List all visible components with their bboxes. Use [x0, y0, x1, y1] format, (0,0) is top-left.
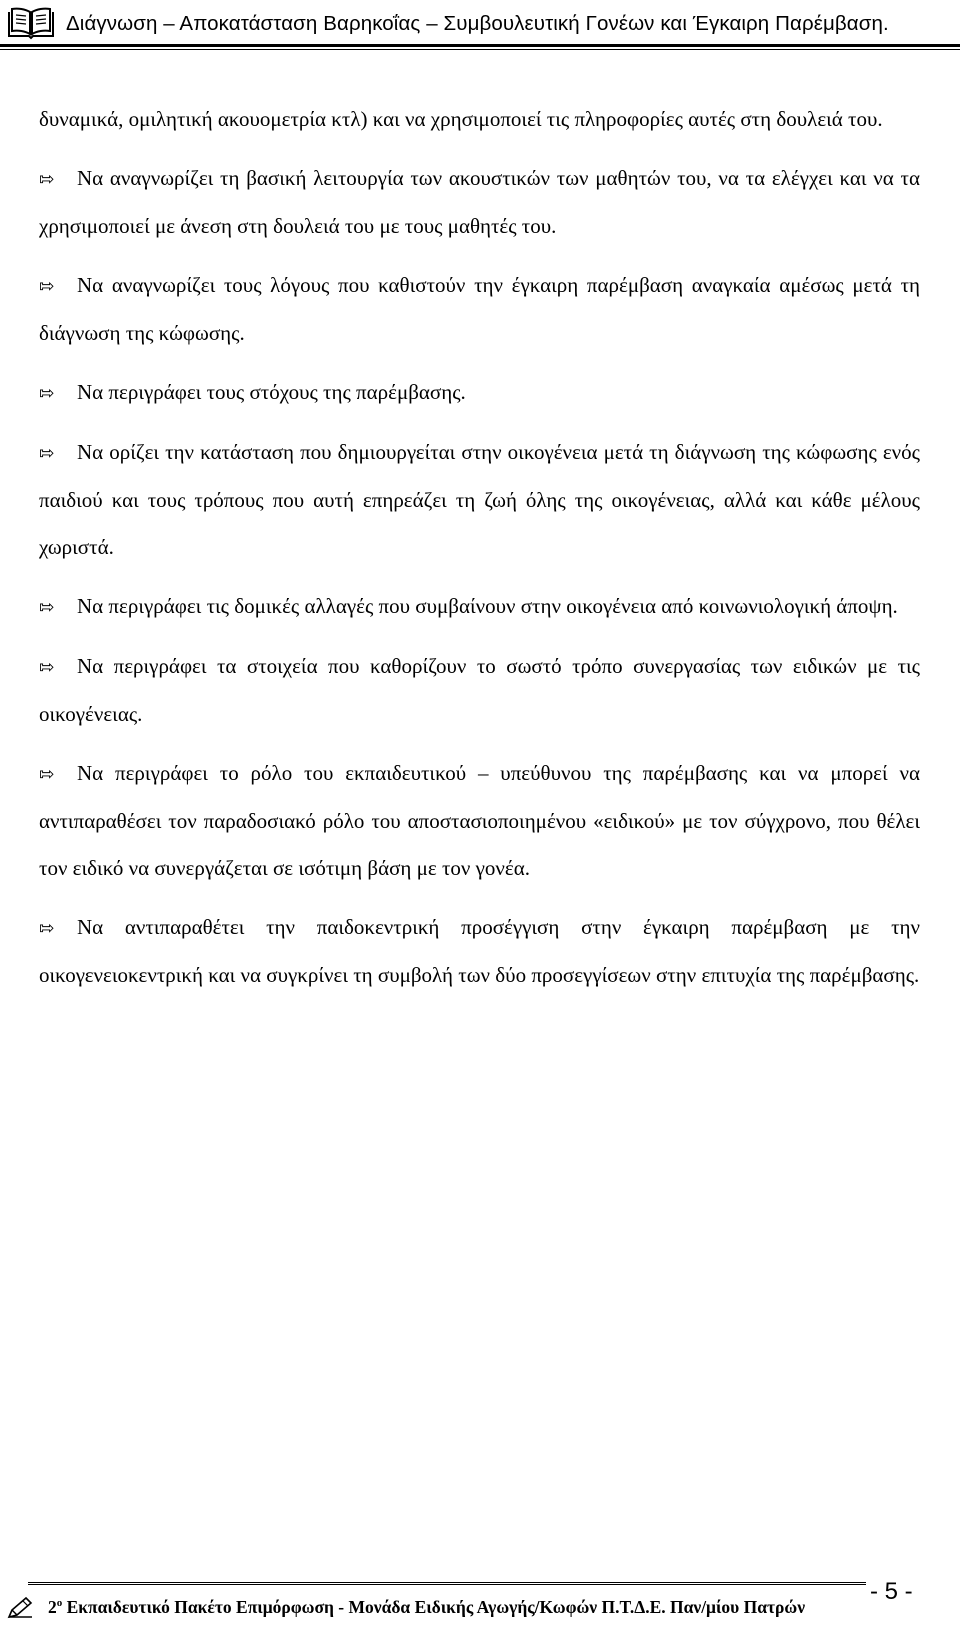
- footer-text: [48, 1597, 805, 1618]
- bullet-paragraph: [39, 583, 920, 631]
- paragraph-text: Να αναγνωρίζει τους λόγους που καθιστούν την έγκαιρη παρέμβαση αναγκαία αμέσως μετά τη διάγνωση της κώφωσης.: [39, 273, 920, 345]
- bullet-paragraph: [39, 429, 920, 571]
- footer-label: Εκπαιδευτικό Πακέτο Επιμόρφωση - Μονάδα Ειδικής Αγωγής/Κωφών Π.Τ.Δ.Ε. Παν/μίου Πατρών: [62, 1597, 806, 1617]
- header-rule-thin: [0, 49, 960, 50]
- paragraph-text: Να περιγράφει το ρόλο του εκπαιδευτικού – υπεύθυνου της παρέμβασης και να μπορεί να αντιπαραθέσει τον παραδοσιακό ρόλο του αποστασιοποιημένου «ειδικού» με τον σύγχρονο, που θέλει τον ειδικό να συνεργάζεται σε ισότιμη βάση με τον γονέα.: [39, 761, 920, 880]
- footer-superscript: ο: [56, 1597, 63, 1610]
- arrow-bullet-icon: ⇰: [39, 383, 55, 404]
- header-title: Διάγνωση – Αποκατάσταση Βαρηκοΐας – Συμβουλευτική Γονέων και Έγκαιρη Παρέμβαση.: [66, 12, 889, 35]
- paragraph-text: Να περιγράφει τις δομικές αλλαγές που συμβαίνουν στην οικογένεια από κοινωνιολογική άποψη.: [77, 594, 898, 618]
- bullet-paragraph: [39, 369, 920, 417]
- footer-number: 2: [48, 1597, 57, 1617]
- paragraph-text: Να αντιπαραθέτει την παιδοκεντρική προσέγγιση στην έγκαιρη παρέμβαση με την οικογενειοκεντρική και να συγκρίνει τη συμβολή των δύο προσεγγίσεων στην επιτυχία της παρέμβασης.: [39, 915, 920, 987]
- arrow-bullet-icon: ⇰: [39, 918, 55, 939]
- arrow-bullet-icon: ⇰: [39, 597, 55, 618]
- arrow-bullet-icon: ⇰: [39, 169, 55, 190]
- paragraph: [39, 96, 920, 143]
- footer-rule-thin: [28, 1584, 866, 1585]
- paragraph-text: Να ορίζει την κατάσταση που δημιουργείται στην οικογένεια μετά τη διάγνωση της κώφωσης ενός παιδιού και τους τρόπους που αυτή επηρεάζει τη ζωή όλης της οικογένειας, αλλά και κάθε μέλους χωριστά.: [39, 440, 920, 559]
- open-book-icon: [6, 6, 56, 40]
- arrow-bullet-icon: ⇰: [39, 276, 55, 297]
- bullet-paragraph: [39, 904, 920, 999]
- arrow-bullet-icon: ⇰: [39, 764, 55, 785]
- paragraph-text: Να αναγνωρίζει τη βασική λειτουργία των ακουστικών των μαθητών του, να τα ελέγχει και να τα χρησιμοποιεί με άνεση στη δουλειά του με τους μαθητές του.: [39, 166, 920, 238]
- footer-rule: [28, 1582, 866, 1583]
- paragraph-text: Να περιγράφει τα στοιχεία που καθορίζουν το σωστό τρόπο συνεργασίας των ειδικών με τις οικογένειας.: [39, 654, 920, 726]
- bullet-paragraph: [39, 155, 920, 250]
- pencil-icon: [6, 1596, 34, 1620]
- bullet-paragraph: [39, 643, 920, 738]
- bullet-paragraph: [39, 750, 920, 892]
- paragraph-text: δυναμικά, ομιλητική ακουομετρία κτλ) και να χρησιμοποιεί τις πληροφορίες αυτές στη δουλειά του.: [39, 107, 883, 131]
- paragraph-text: Να περιγράφει τους στόχους της παρέμβασης.: [77, 380, 466, 404]
- page-header: [0, 0, 960, 50]
- arrow-bullet-icon: ⇰: [39, 443, 55, 464]
- body-text: [39, 96, 920, 999]
- header-rule: [0, 44, 960, 47]
- arrow-bullet-icon: ⇰: [39, 657, 55, 678]
- page-number: - 5 -: [870, 1578, 913, 1605]
- bullet-paragraph: [39, 262, 920, 357]
